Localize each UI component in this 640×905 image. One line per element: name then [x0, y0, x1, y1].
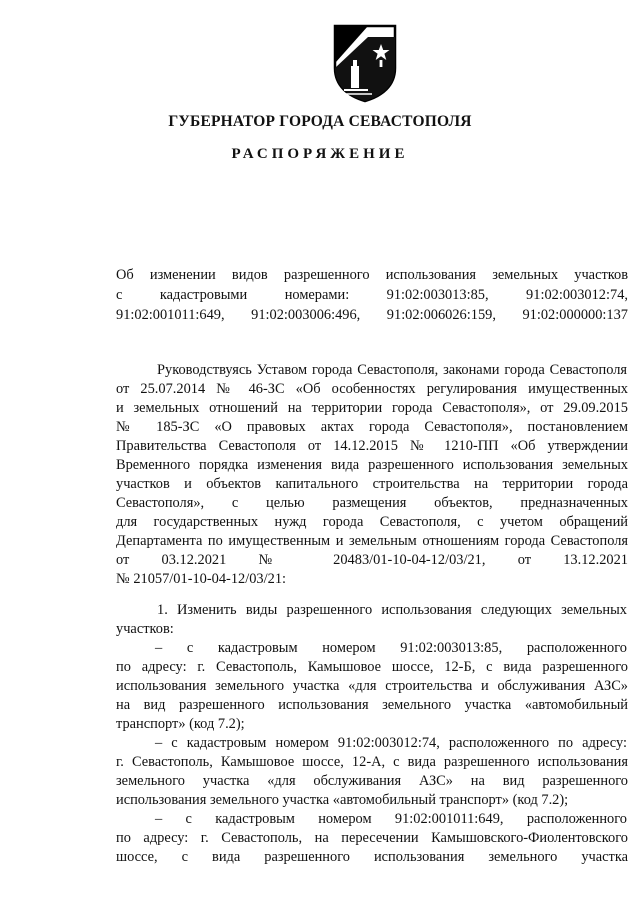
preamble-line: № 21057/01-10-04-12/03/21: [116, 571, 287, 587]
item1-line: 1. Изменить виды разрешенного использования следующих земельных [157, 602, 627, 618]
preamble-line: № 185-ЗС «О правовых актах города Севастополя», постановлением [116, 419, 628, 435]
item1-line: – с кадастровым номером 91:02:001011:649, расположенного [155, 811, 627, 827]
preamble-line: от 03.12.2021 № 20483/01-10-04-12/03/21, от 13.12.2021 [116, 552, 628, 568]
title-line: 91:02:001011:649, 91:02:003006:496, 91:02:006026:159, 91:02:000000:137 [116, 307, 628, 323]
item1-line: г. Севастополь, Камышовое шоссе, 12-А, с вида разрешенного использования [116, 754, 628, 770]
title-line: с кадастровыми номерами: 91:02:003013:85, 91:02:003012:74, [116, 287, 628, 303]
item1-line: использования земельного участка «для строительства и обслуживания АЗС» [116, 678, 628, 694]
item1-line: использования земельного участка «автомобильный транспорт» (код 7.2); [116, 792, 569, 808]
preamble-line: Временного порядка изменения вида разрешенного использования земельных [116, 457, 628, 473]
item1-line: на вид разрешенного использования земельного участка «автомобильный [116, 697, 628, 713]
preamble-line: Севастополя», с целью размещения объектов, предназначенных [116, 495, 628, 511]
document-type-heading: РАСПОРЯЖЕНИЕ [231, 146, 409, 162]
preamble-line: Руководствуясь Уставом города Севастополя, законами города Севастополя [157, 362, 627, 378]
preamble-line: от 25.07.2014 № 46-ЗС «Об особенностях регулирования имущественных [116, 381, 628, 397]
preamble-line: и земельных отношений на территории города Севастополя», от 29.09.2015 [116, 400, 628, 416]
item1-line: транспорт» (код 7.2); [116, 716, 245, 732]
preamble-line: для государственных нужд города Севастополя, с учетом обращений [116, 514, 628, 530]
preamble-line: участков и объектов капитального строительства на территории города [116, 476, 628, 492]
title-line: Об изменении видов разрешенного использования земельных участков [116, 267, 628, 283]
preamble-line: Правительства Севастополя от 14.12.2015 № 1210-ПП «Об утверждении [116, 438, 628, 454]
item1-line: участков: [116, 621, 174, 637]
preamble-line: Департамента по имущественным и земельным отношениям города Севастополя [116, 533, 628, 549]
item1-line: по адресу: г. Севастополь, Камышовое шоссе, 12-Б, с вида разрешенного [116, 659, 628, 675]
item1-line: – с кадастровым номером 91:02:003012:74, расположенного по адресу: [155, 735, 627, 751]
sevastopol-coat-of-arms-icon [332, 24, 398, 103]
authority-heading: ГУБЕРНАТОР ГОРОДА СЕВАСТОПОЛЯ [168, 113, 472, 130]
item1-line: шоссе, с вида разрешенного использования земельного участка [116, 849, 628, 865]
item1-line: – с кадастровым номером 91:02:003013:85, расположенного [155, 640, 627, 656]
item1-line: земельного участка «для обслуживания АЗС» на вид разрешенного [116, 773, 628, 789]
item1-line: по адресу: г. Севастополь, на пересечении Камышовского-Фиолентовского [116, 830, 628, 846]
